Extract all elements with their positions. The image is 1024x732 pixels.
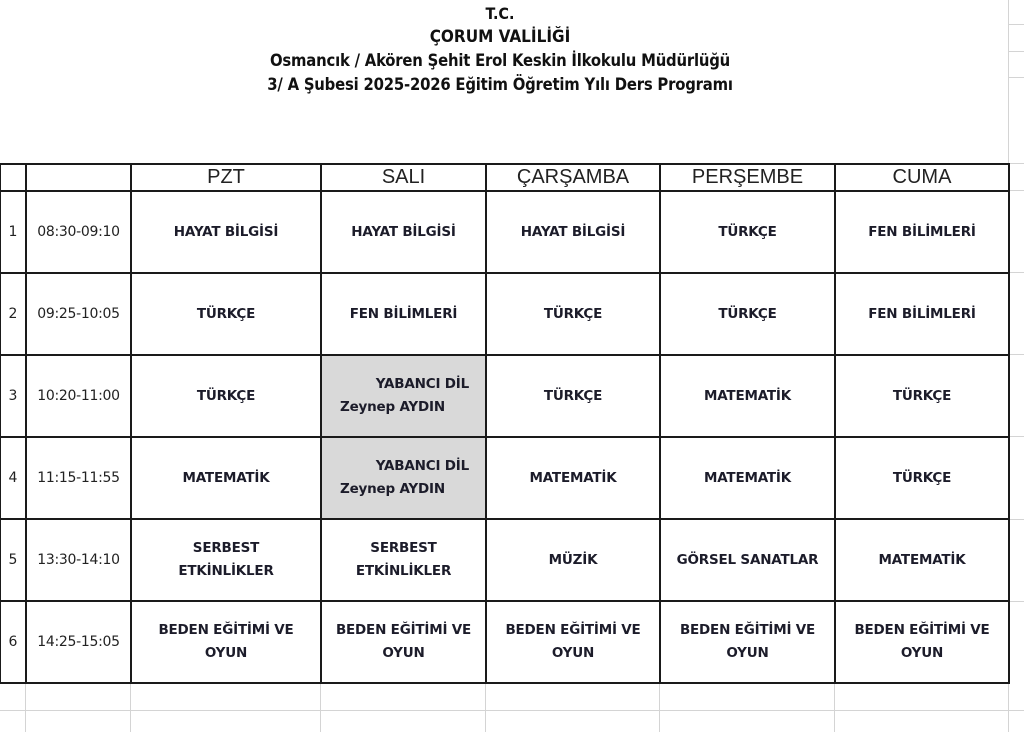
lesson-cell[interactable] (131, 601, 321, 683)
lesson-name: YABANCI DİL (375, 458, 469, 474)
lesson-cell-highlighted[interactable] (321, 355, 486, 437)
lesson-name: MATEMATİK (878, 551, 966, 568)
lesson-name: BEDEN EĞİTİMİ VE (505, 622, 641, 638)
period-time[interactable]: 11:15-11:55 (26, 437, 131, 519)
lesson-cell[interactable] (660, 355, 835, 437)
period-number[interactable]: 2 (0, 273, 26, 355)
lesson-name: BEDEN EĞİTİMİ VE (335, 622, 472, 638)
table-row (0, 519, 1009, 601)
table-row (0, 601, 1009, 683)
lesson-name: TÜRKÇE (892, 469, 952, 486)
lesson-name-line2: OYUN (551, 645, 595, 661)
lesson-cell[interactable] (321, 191, 486, 273)
table-row (0, 437, 1009, 519)
lesson-name: FEN BİLİMLERİ (868, 223, 976, 240)
lesson-cell[interactable] (321, 601, 486, 683)
lesson-cell[interactable] (486, 191, 660, 273)
period-time[interactable]: 13:30-14:10 (26, 519, 131, 601)
teacher-name: Zeynep AYDIN (340, 481, 445, 497)
lesson-name: TÜRKÇE (543, 305, 603, 322)
lesson-cell-highlighted[interactable] (321, 437, 486, 519)
lesson-cell[interactable] (486, 355, 660, 437)
lesson-cell[interactable] (131, 519, 321, 601)
period-number[interactable]: 6 (0, 601, 26, 683)
lesson-name: SERBEST (370, 540, 437, 556)
day-header-cuma[interactable]: CUMA (835, 164, 1009, 191)
lesson-name: MATEMATİK (704, 387, 791, 404)
lesson-cell[interactable] (321, 273, 486, 355)
document-header (130, 2, 870, 96)
lesson-name: GÖRSEL SANATLAR (676, 551, 819, 568)
lesson-name: BEDEN EĞİTİMİ VE (679, 622, 816, 638)
lesson-name: MATEMATİK (704, 469, 791, 486)
lesson-cell[interactable] (321, 519, 486, 601)
lesson-cell[interactable] (835, 273, 1009, 355)
table-row (0, 273, 1009, 355)
lesson-name: BEDEN EĞİTİMİ VE (158, 622, 294, 638)
lesson-cell[interactable] (660, 437, 835, 519)
lesson-name-line2: OYUN (726, 645, 769, 661)
lesson-cell[interactable] (660, 519, 835, 601)
lesson-cell[interactable] (486, 519, 660, 601)
lesson-name: MATEMATİK (529, 469, 617, 486)
lesson-cell[interactable] (660, 191, 835, 273)
lesson-name-line2: OYUN (382, 645, 425, 661)
teacher-name: Zeynep AYDIN (340, 399, 445, 415)
header-line-school: Osmancık / Akören Şehit Erol Keskin İlkokulu Müdürlüğü (269, 51, 731, 70)
lesson-cell[interactable] (835, 191, 1009, 273)
header-time-cell[interactable] (26, 164, 131, 191)
period-time[interactable]: 09:25-10:05 (26, 273, 131, 355)
lesson-cell[interactable] (486, 437, 660, 519)
schedule-table (0, 163, 1010, 684)
lesson-name: TÜRKÇE (543, 387, 603, 404)
lesson-name: SERBEST (192, 540, 260, 556)
lesson-name-line2: ETKİNLİKLER (178, 563, 274, 579)
lesson-name: TÜRKÇE (196, 305, 256, 322)
lesson-name: TÜRKÇE (892, 387, 952, 404)
day-header-row (0, 164, 1009, 191)
lesson-name-line2: ETKİNLİKLER (355, 563, 452, 579)
lesson-cell[interactable] (131, 191, 321, 273)
header-line-tc: T.C. (485, 4, 515, 23)
lesson-cell[interactable] (835, 519, 1009, 601)
lesson-cell[interactable] (835, 601, 1009, 683)
lesson-cell[interactable] (131, 437, 321, 519)
lesson-name: FEN BİLİMLERİ (868, 305, 976, 322)
lesson-cell[interactable] (131, 273, 321, 355)
period-number[interactable]: 5 (0, 519, 26, 601)
lesson-name: MATEMATİK (182, 469, 270, 486)
lesson-name: BEDEN EĞİTİMİ VE (854, 622, 990, 638)
period-time[interactable]: 10:20-11:00 (26, 355, 131, 437)
lesson-cell[interactable] (835, 355, 1009, 437)
lesson-cell[interactable] (486, 601, 660, 683)
lesson-name: FEN BİLİMLERİ (349, 305, 458, 322)
day-header-persembe[interactable]: PERŞEMBE (660, 164, 835, 191)
header-line-governorship: ÇORUM VALİLİĞİ (429, 26, 571, 47)
period-time[interactable]: 14:25-15:05 (26, 601, 131, 683)
lesson-name: MÜZİK (548, 551, 598, 568)
day-header-carsamba[interactable]: ÇARŞAMBA (486, 164, 660, 191)
period-number[interactable]: 4 (0, 437, 26, 519)
lesson-name: YABANCI DİL (375, 376, 469, 392)
lesson-cell[interactable] (131, 355, 321, 437)
lesson-cell[interactable] (486, 273, 660, 355)
period-number[interactable]: 1 (0, 191, 26, 273)
lesson-name-line2: OYUN (900, 645, 944, 661)
lesson-name: TÜRKÇE (196, 387, 256, 404)
day-header-pzt[interactable]: PZT (131, 164, 321, 191)
lesson-name: TÜRKÇE (718, 305, 777, 322)
header-num-cell[interactable] (0, 164, 26, 191)
period-time[interactable]: 08:30-09:10 (26, 191, 131, 273)
lesson-name-line2: OYUN (204, 645, 248, 661)
lesson-name: HAYAT BİLGİSİ (520, 223, 626, 240)
day-header-sali[interactable]: SALI (321, 164, 486, 191)
period-number[interactable]: 3 (0, 355, 26, 437)
lesson-name: HAYAT BİLGİSİ (351, 223, 456, 240)
lesson-cell[interactable] (835, 437, 1009, 519)
table-row (0, 191, 1009, 273)
lesson-cell[interactable] (660, 273, 835, 355)
lesson-name: TÜRKÇE (718, 223, 777, 240)
header-line-program-title: 3/ A Şubesi 2025-2026 Eğitim Öğretim Yılı Ders Programı (267, 74, 733, 94)
table-row (0, 355, 1009, 437)
lesson-cell[interactable] (660, 601, 835, 683)
lesson-name: HAYAT BİLGİSİ (173, 223, 279, 240)
